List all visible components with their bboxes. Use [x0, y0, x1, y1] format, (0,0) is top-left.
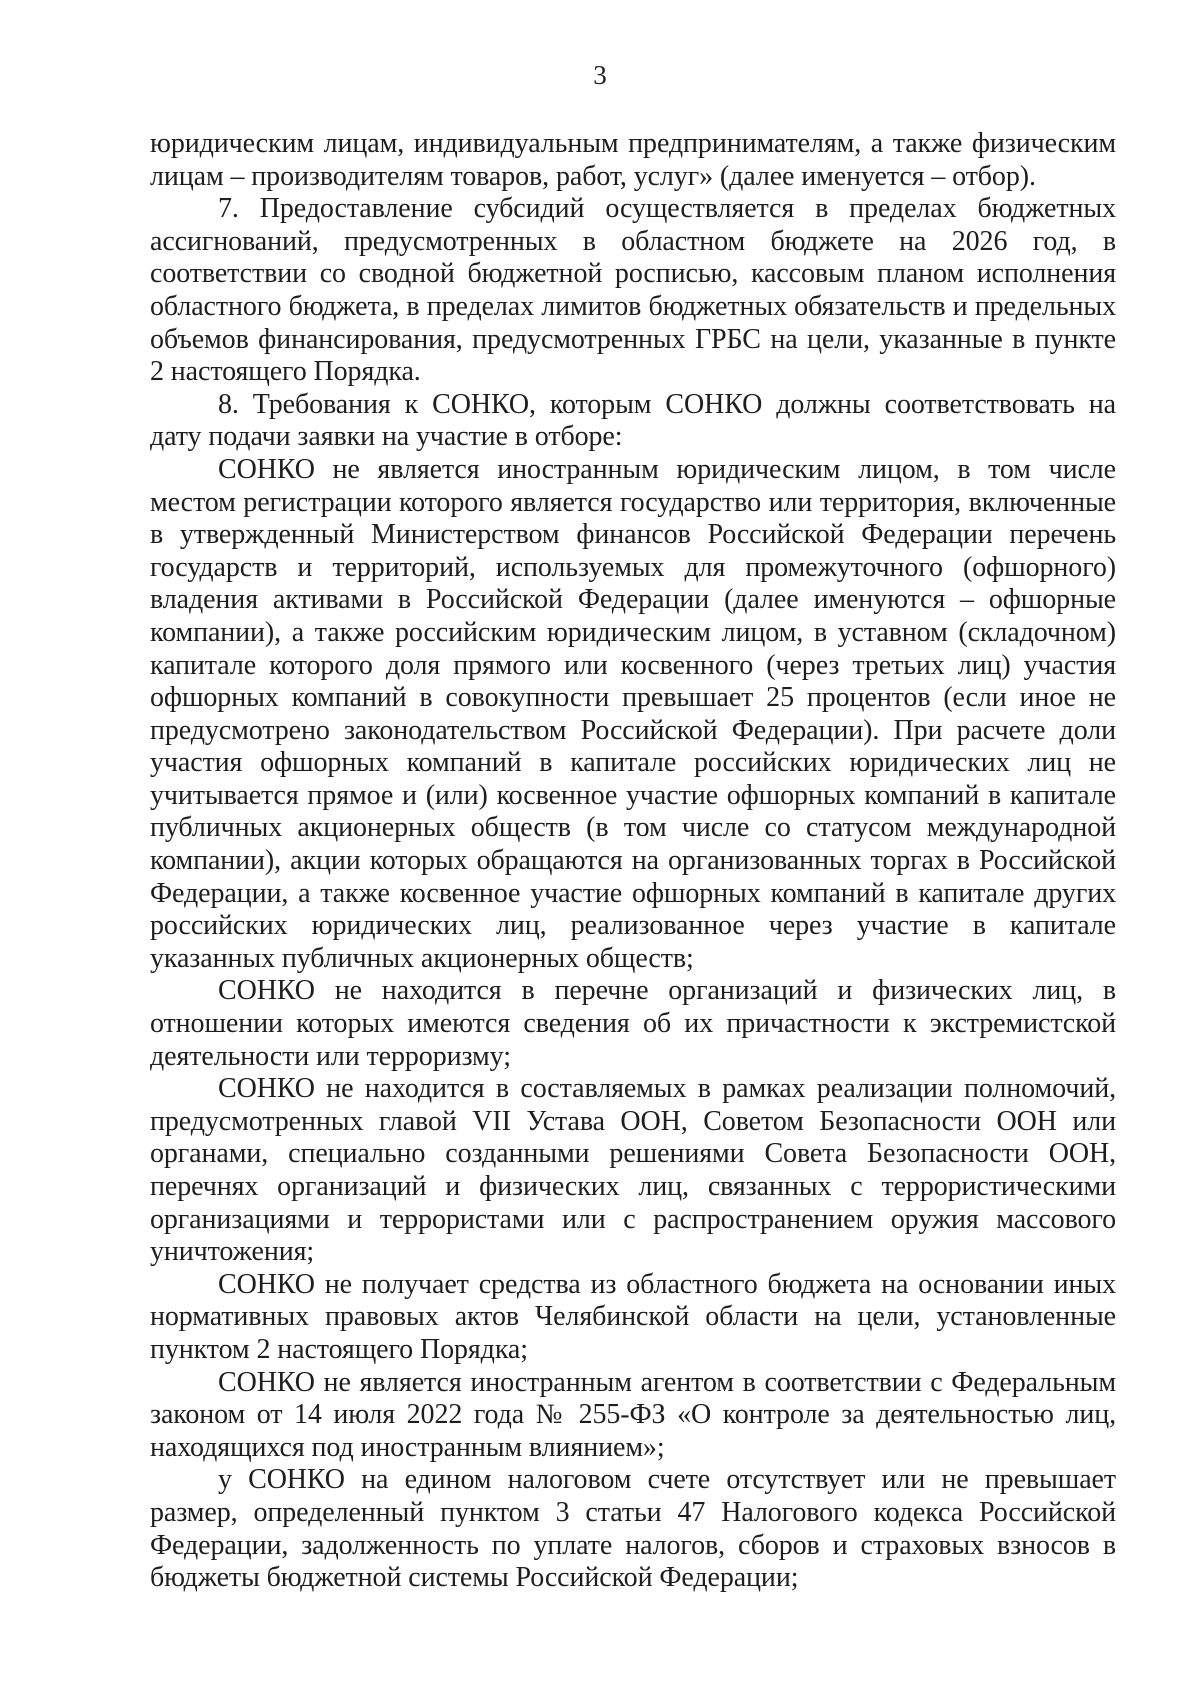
paragraph-requirement-other-funding: СОНКО не получает средства из областного бюджета на основании иных нормативных правовых актов Челябинской области на цели, установленные пунктом 2 настоящего Порядка;	[150, 1268, 1116, 1365]
paragraph-requirement-extremism: СОНКО не находится в перечне организаций и физических лиц, в отношении которых имеются сведения об их причастности к экстремистской деятельности или терроризму;	[150, 975, 1116, 1072]
paragraph-requirement-un-lists: СОНКО не находится в составляемых в рамках реализации полномочий, предусмотренных главой VII Устава ООН, Советом Безопасности ООН или органами, специально созданными решениями Совета Безопасности ООН, перечнях организаций и физических лиц, связанных с террористическими организациями и террористами или с распространением оружия массового уничтожения;	[150, 1073, 1116, 1268]
paragraph-item-8: 8. Требования к СОНКО, которым СОНКО должны соответствовать на дату подачи заявки на участие в отборе:	[150, 388, 1116, 453]
paragraph-requirement-tax-debt: у СОНКО на едином налоговом счете отсутствует или не превышает размер, определенный пунктом 3 статьи 47 Налогового кодекса Российской Федерации, задолженность по уплате налогов, сборов и страховых взносов в бюджеты бюджетной системы Российской Федерации;	[150, 1464, 1116, 1594]
page-number: 3	[593, 60, 607, 90]
paragraph-continuation: юридическим лицам, индивидуальным предпринимателям, а также физическим лицам – производителям товаров, работ, услуг» (далее именуется – отбор).	[150, 128, 1116, 192]
document-body	[150, 128, 1116, 1595]
paragraph-requirement-foreign-agent: СОНКО не является иностранным агентом в соответствии с Федеральным законом от 14 июля 2022 года № 255-ФЗ «О контроле за деятельностью лиц, находящихся под иностранным влиянием»;	[150, 1366, 1116, 1463]
paragraph-item-7: 7. Предоставление субсидий осуществляется в пределах бюджетных ассигнований, предусмотренных в областном бюджете на 2026 год, в соответствии со сводной бюджетной росписью, кассовым планом исполнения областного бюджета, в пределах лимитов бюджетных обязательств и предельных объемов финансирования, предусмотренных ГРБС на цели, указанные в пункте 2 настоящего Порядка.	[150, 193, 1116, 388]
paragraph-requirement-offshore: СОНКО не является иностранным юридическим лицом, в том числе местом регистрации которого является государство или территория, включенные в утвержденный Министерством финансов Российской Федерации перечень государств и территорий, используемых для промежуточного (офшорного) владения активами в Российской Федерации (далее именуются – офшорные компании), а также российским юридическим лицом, в уставном (складочном) капитале которого доля прямого или косвенного (через третьих лиц) участия офшорных компаний в совокупности превышает 25 процентов (если иное не предусмотрено законодательством Российской Федерации). При расчете доли участия офшорных компаний в капитале российских юридических лиц не учитывается прямое и (или) косвенное участие офшорных компаний в капитале публичных акционерных обществ (в том числе со статусом международной компании), акции которых обращаются на организованных торгах в Российской Федерации, а также косвенное участие офшорных компаний в капитале других российских юридических лиц, реализованное через участие в капитале указанных публичных акционерных обществ;	[150, 453, 1116, 974]
